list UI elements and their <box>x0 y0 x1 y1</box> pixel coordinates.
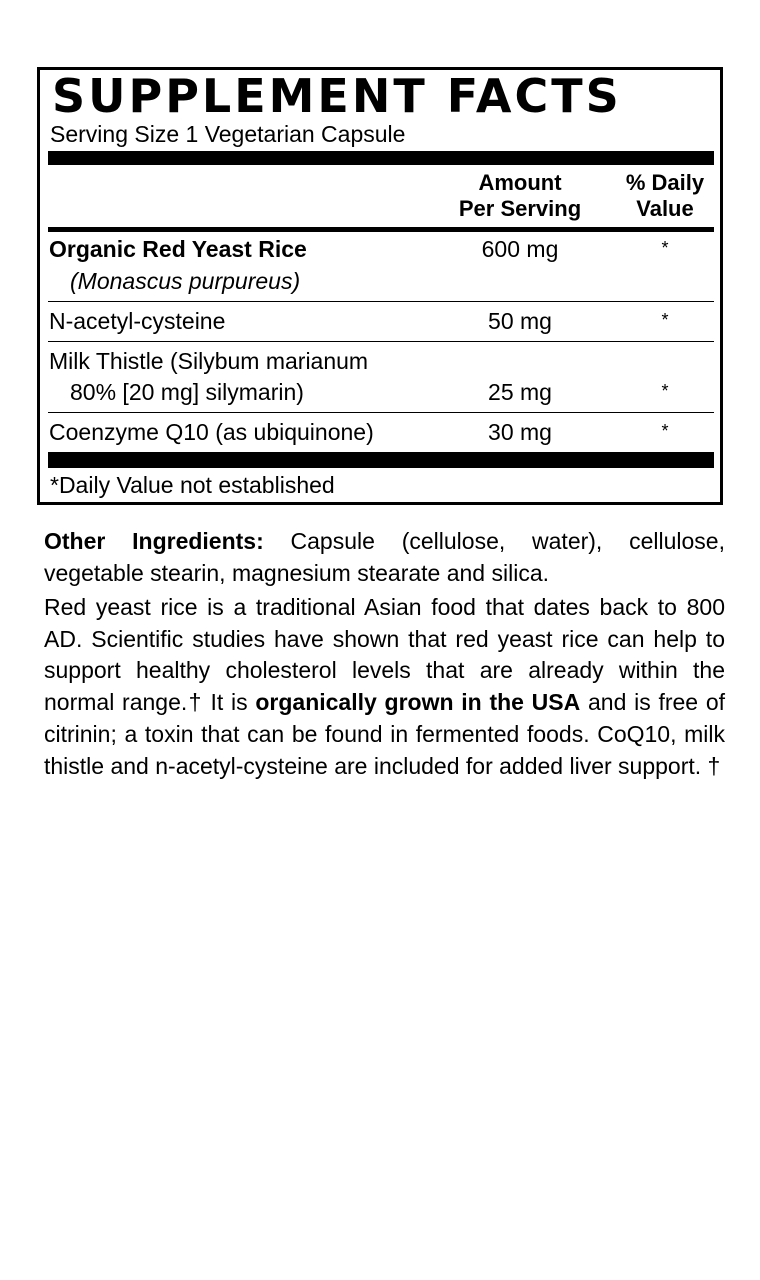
other-ingredients-text: Capsule (cellulose, water), cellulose, vegetable stearin, magnesium stearate and silica. <box>44 528 725 586</box>
ingredient-amount: 30 mg <box>488 419 552 445</box>
column-header-daily-value <box>605 170 725 222</box>
product-description <box>44 592 725 782</box>
column-header-dv-line2: Value <box>636 196 694 221</box>
ingredient-daily-value: * <box>661 238 669 258</box>
description-part-1: Red yeast rice is a traditional Asian food that dates back to 800 AD. Scientific studies have shown that red yeast rice can help to support healthy cholesterol levels that are already within the normal range.† It is <box>44 594 725 716</box>
header-divider-bar <box>48 151 714 165</box>
column-header-divider <box>48 227 714 232</box>
column-header-dv-line1: % Daily <box>625 170 705 195</box>
column-header-amount <box>435 170 605 222</box>
description-part-2: and is free of citrinin; a toxin that can be found in fermented foods. CoQ10, milk thistle and n-acetyl-cysteine are included for added liver support. † <box>44 689 726 779</box>
ingredient-daily-value: * <box>661 421 669 441</box>
column-header-amount-line1: Amount <box>478 170 562 195</box>
row-divider <box>48 301 714 302</box>
ingredient-daily-value: * <box>661 310 669 330</box>
ingredient-amount: 600 mg <box>481 236 559 262</box>
ingredient-amount: 50 mg <box>488 308 552 334</box>
serving-size: Serving Size 1 Vegetarian Capsule <box>50 121 406 147</box>
ingredient-amount: 25 mg <box>488 379 552 405</box>
ingredient-name: Coenzyme Q10 (as ubiquinone) <box>49 419 374 445</box>
row-divider <box>48 412 714 413</box>
other-ingredients <box>44 526 725 589</box>
ingredient-subtitle: 80% [20 mg] silymarin) <box>70 379 304 405</box>
row-divider <box>48 341 714 342</box>
facts-title: SUPPLEMENT FACTS <box>52 69 622 123</box>
ingredient-name: Milk Thistle (Silybum marianum <box>49 348 369 374</box>
ingredient-daily-value: * <box>661 381 669 401</box>
ingredient-name: N-acetyl-cysteine <box>49 308 226 334</box>
supplement-facts-panel <box>37 67 723 505</box>
daily-value-footnote: *Daily Value not established <box>50 472 335 498</box>
description-bold-phrase: organically grown in the USA <box>255 689 581 716</box>
ingredient-name: Organic Red Yeast Rice <box>49 236 307 262</box>
column-header-amount-line2: Per Serving <box>458 196 582 221</box>
footer-divider-bar <box>48 452 714 468</box>
ingredient-subtitle: (Monascus purpureus) <box>70 268 301 294</box>
other-ingredients-label: Other Ingredients: <box>44 528 264 554</box>
